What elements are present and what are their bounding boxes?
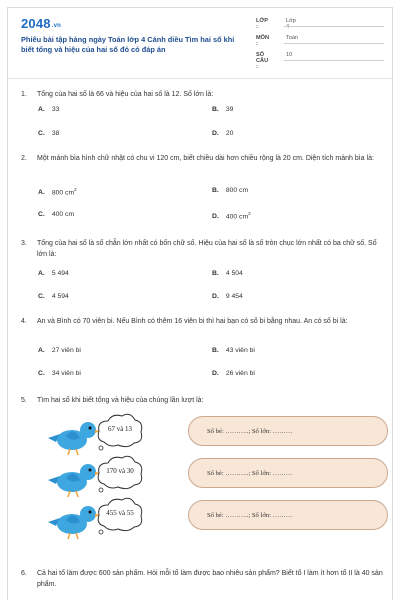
- worksheet: 2048.vn Phiếu bài tập hàng ngày Toán lớp 4 Cánh diều Tìm hai số khi biết tổng và hiệu của hai số đó có đáp án LỚP : Lớp 4 MÔN : Toán SỐ CÂU : 10 1. Tổng của hai số là 66 và hiệu của hai số là 12. Số lớn là: A. 33 B. 39 C. 38 D. 20 2. Một mảnh bìa hình chữ nhật có chu vi 120 cm, biết chiều dài hơn chiều rộng là 20 cm. Diện tích mảnh bìa là: A. 800 $cm^2$ B. 800 cm C. 400 cm D. 400 $cm^2$ 3. Tổng của hai số là số chẵn lớn nhất có bốn chữ số. Hiệu của hai số là số tròn chục lớn nhất có ba chữ số. Số lớn là: A. 5 494 B. 4 504 C. 4 594 D. 9 454 4. An và Bình có 70 viên bi. Nếu Bình có thêm 16 viên bi thì hai bạn có số bi bằng nhau. An có số bi là: A. 27 viên bi B. 43 viên bi C. 34 viên bi D. 26 viên bi 5. Tìm hai số khi biết tổng và hiệu của chúng lần lượt là: 67 và 13 Số bé: ………..; Số lớn: ……… 170 và 30 Số bé: ………..; Số lớn: ……… 455 và 55 Số bé: ………..; Số lớn: ……… 6. Cả hai tổ làm được 600 sản phẩm. Hỏi mỗi tổ làm được bao nhiêu sản phẩm? Biết tổ I làm ít hơn tổ II là 40 sản phẩm.: [7, 7, 393, 600]
- q3-option-b[interactable]: B. 4 504: [212, 270, 243, 277]
- bird-icon: [46, 502, 102, 540]
- q5-row-2: [46, 454, 386, 498]
- q2-option-c[interactable]: C. 400 cm: [38, 211, 75, 218]
- header-divider: [8, 78, 392, 79]
- q2-option-b[interactable]: B. 800 cm: [212, 187, 249, 194]
- q2-option-a[interactable]: A. 800 $cm^2$: [38, 187, 77, 197]
- q1-option-d[interactable]: D. 20: [212, 130, 234, 137]
- q3-option-d[interactable]: D. 9 454: [212, 293, 243, 300]
- answer-box[interactable]: Số bé: ………..; Số lớn: ………: [188, 500, 388, 530]
- q1-option-c[interactable]: C. 38: [38, 130, 60, 137]
- answer-box[interactable]: Số bé: ………..; Số lớn: ………: [188, 458, 388, 488]
- sum-difference-pair: 455 và 55: [106, 509, 134, 517]
- q4-option-d[interactable]: D. 26 viên bi: [212, 370, 255, 377]
- worksheet-title: Phiếu bài tập hàng ngày Toán lớp 4 Cánh diều Tìm hai số khi biết tổng và hiệu của hai số đó có đáp án: [21, 35, 235, 54]
- q2-option-d[interactable]: D. 400 $cm^2$: [212, 211, 251, 221]
- site-logo[interactable]: 2048.vn: [21, 16, 62, 31]
- sum-difference-pair: 67 và 13: [107, 425, 133, 433]
- q4-option-c[interactable]: C. 34 viên bi: [38, 370, 81, 377]
- bird-icon: [46, 418, 102, 456]
- worksheet-header: 2048.vn Phiếu bài tập hàng ngày Toán lớp 4 Cánh diều Tìm hai số khi biết tổng và hiệu của hai số đó có đáp án LỚP : Lớp 4 MÔN : Toán SỐ CÂU : 10: [8, 8, 392, 76]
- q4-option-b[interactable]: B. 43 viên bi: [212, 347, 255, 354]
- bird-icon: [46, 460, 102, 498]
- q3-option-c[interactable]: C. 4 594: [38, 293, 69, 300]
- q3-option-a[interactable]: A. 5 494: [38, 270, 69, 277]
- sum-difference-pair: 170 và 30: [106, 467, 134, 475]
- answer-box[interactable]: Số bé: ………..; Số lớn: ………: [188, 416, 388, 446]
- q1-option-a[interactable]: A. 33: [38, 106, 60, 113]
- q5-row-1: [46, 412, 386, 456]
- q4-option-a[interactable]: A. 27 viên bi: [38, 347, 81, 354]
- q1-option-b[interactable]: B. 39: [212, 106, 234, 113]
- q5-row-3: [46, 496, 386, 540]
